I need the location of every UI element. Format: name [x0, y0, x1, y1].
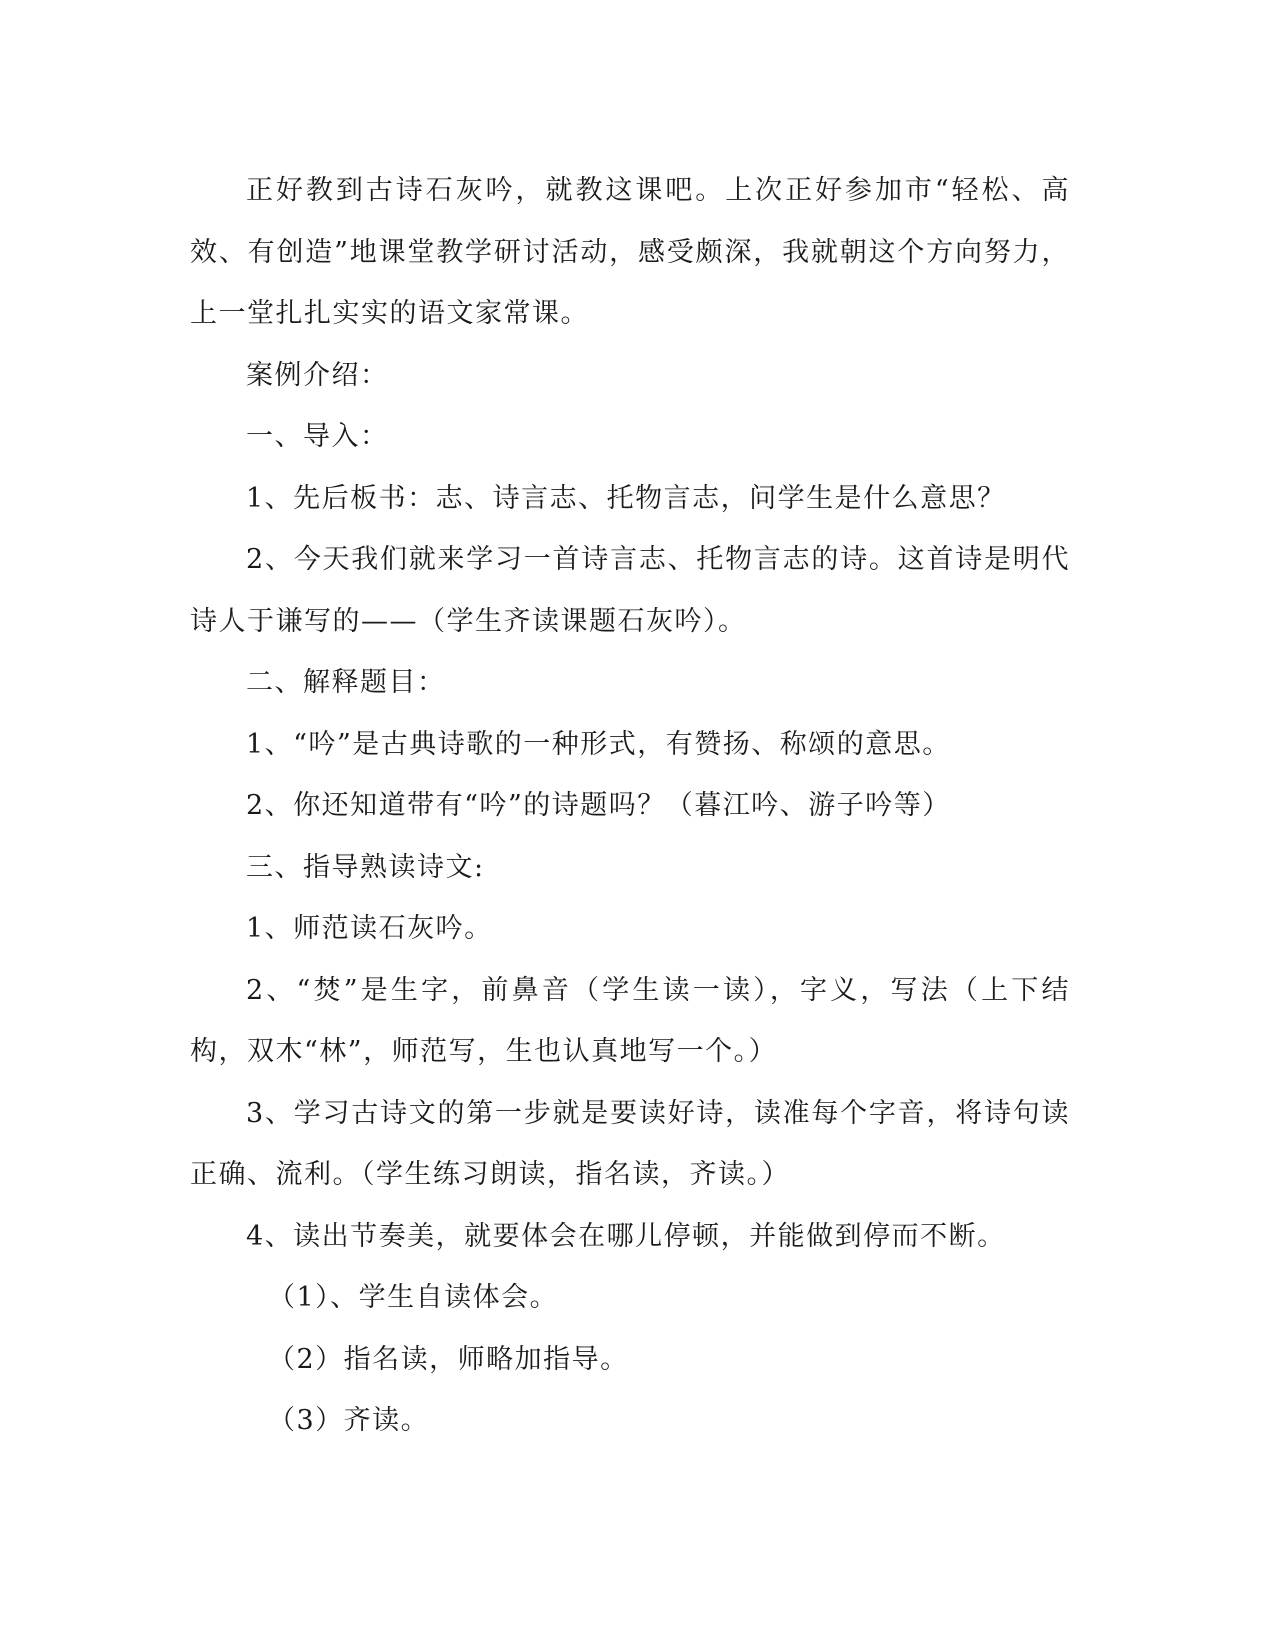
- sub-list-item: （3）齐读。: [268, 1405, 430, 1436]
- section-heading-1: 一、导入：: [246, 421, 389, 452]
- sub-list-item: （1）、学生自读体会。: [268, 1282, 559, 1313]
- list-item: 1、先后板书：志、诗言志、托物言志，问学生是什么意思？: [246, 482, 1006, 514]
- section-heading-2: 二、解释题目：: [246, 667, 446, 698]
- section-heading-3: 三、指导熟读诗文:: [246, 851, 485, 883]
- document-body: [190, 160, 1070, 1452]
- list-item: 1、“吟”是古典诗歌的一种形式，有赞扬、称颂的意思。: [246, 728, 951, 760]
- list-item: 2、今天我们就来学习一首诗言志、托物言志的诗。这首诗是明代诗人于谦写的——（学生齐读课题石灰吟）。: [190, 544, 1070, 637]
- list-item: 1、师范读石灰吟。: [246, 913, 493, 944]
- sub-list-item: （2）指名读，师略加指导。: [268, 1343, 629, 1375]
- list-item: 3、学习古诗文的第一步就是要读好诗，读准每个字音，将诗句读正确、流利。（学生练习朗读，指名读，齐读。）: [190, 1097, 1070, 1190]
- list-item: 2、“焚”是生字，前鼻音（学生读一读），字义，写法（上下结构，双木“林”，师范写，生也认真地写一个。）: [190, 974, 1070, 1067]
- list-item: 4、读出节奏美，就要体会在哪儿停顿，并能做到停而不断。: [246, 1220, 1006, 1252]
- list-item: 2、你还知道带有“吟”的诗题吗？（暮江吟、游子吟等）: [246, 790, 951, 821]
- intro-paragraph: 正好教到古诗石灰吟，就教这课吧。上次正好参加市“轻松、高效、有创造”地课堂教学研讨活动，感受颇深，我就朝这个方向努力，上一堂扎扎实实的语文家常课。: [190, 175, 1070, 329]
- case-intro-heading: 案例介绍：: [246, 359, 389, 391]
